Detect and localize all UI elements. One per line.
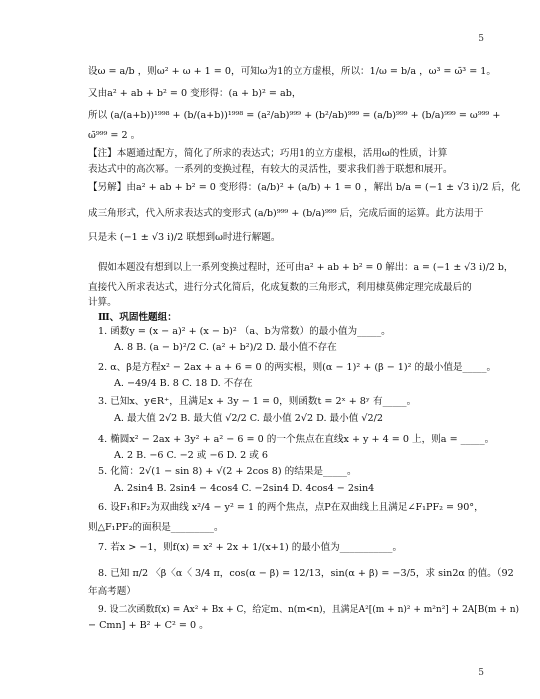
text-line: 又由a² + ab + b² = 0 变形得：(a + b)² = ab，: [88, 88, 302, 99]
note-line: 【注】本题通过配方，简化了所求的表达式；巧用1的立方虚根，活用ω的性质，计算: [88, 148, 448, 159]
text-line: 所以 (a/(a+b))¹⁹⁹⁸ + (b/(a+b))¹⁹⁹⁸ = (a²/ab)⁹⁹⁹ + (b²/ab)⁹⁹⁹ = (a/b)⁹⁹⁹ + (b/a)⁹⁹⁹ = ω⁹⁹⁹ +: [88, 110, 501, 121]
question-9-cont: − Cmn] + B² + C² = 0 。: [88, 620, 209, 631]
question-4-options: A. 2 B. −6 C. −2 或 −6 D. 2 或 6: [114, 450, 268, 461]
page-number-bottom: 5: [478, 668, 484, 678]
text-line: 成三角形式，代入所求表达式的变形式 (a/b)⁹⁹⁹ + (b/a)⁹⁹⁹ 后，完成后面的运算。此方法用于: [88, 208, 484, 219]
question-5-options: A. 2sin4 B. 2sin4 − 4cos4 C. −2sin4 D. 4cos4 − 2sin4: [114, 483, 375, 494]
alt-solution-line: 【另解】由a² + ab + b² = 0 变形得：(a/b)² + (a/b) + 1 = 0 ，解出 b/a = (−1 ± √3 i)/2 后，化: [88, 182, 521, 193]
question-3-options: A. 最大值 2√2 B. 最大值 √2/2 C. 最小值 2√2 D. 最小值 √2/2: [114, 413, 383, 424]
text-line: 设ω = a/b ，则ω² + ω + 1 = 0，可知ω为1的立方虚根，所以：1/ω = b/a ，ω³ = ω̄³ = 1。: [88, 66, 496, 77]
question-1-options: A. 8 B. (a − b)²/2 C. (a² + b²)/2 D. 最小值不存在: [114, 342, 337, 353]
text-line: 表达式中的高次幂。一系列的变换过程，有较大的灵活性，要求我们善于联想和展开。: [88, 164, 453, 175]
question-9: 9. 设二次函数f(x) = Ax² + Bx + C，给定m、n(m<n)，且满足A²[(m + n)² + m²n²] + 2A[B(m + n): [98, 605, 520, 615]
question-1: 1. 函数y = (x − a)² + (x − b)² （a、b为常数）的最小值为_____。: [98, 326, 391, 337]
question-6-cont: 则△F₁PF₂的面积是_________。: [88, 522, 224, 533]
question-8-cont: 年高考题）: [88, 586, 136, 597]
question-6: 6. 设F₁和F₂为双曲线 x²/4 − y² = 1 的两个焦点，点P在双曲线上且满足∠F₁PF₂ = 90°，: [98, 502, 484, 513]
text-line: 计算。: [88, 297, 117, 308]
question-8: 8. 已知 π/2 〈β〈α〈 3/4 π，cos(α − β) = 12/13，sin(α + β) = −3/5，求 sin2α 的值。（92: [98, 568, 514, 579]
text-line: ω̄⁹⁹⁹ = 2 。: [88, 130, 141, 141]
question-3: 3. 已知x、y∈R⁺，且满足x + 3y − 1 = 0，则函数t = 2ˣ + 8ʸ 有_____。: [98, 396, 417, 407]
text-line: 只是未 (−1 ± √3 i)/2 联想到ω时进行解题。: [88, 232, 281, 243]
question-4: 4. 椭圆x² − 2ax + 3y² + a² − 6 = 0 的一个焦点在直线x + y + 4 = 0 上，则a = _____。: [98, 434, 495, 445]
question-7: 7. 若x > −1，则f(x) = x² + 2x + 1/(x+1) 的最小值为___________。: [98, 542, 403, 553]
question-2: 2. α、β是方程x² − 2ax + a + 6 = 0 的两实根，则(α − 1)² + (β − 1)² 的最小值是_____。: [98, 362, 497, 373]
section-heading: Ⅲ、巩固性题组：: [98, 312, 177, 323]
text-line: 假如本题没有想到以上一系列变换过程时，还可由a² + ab + b² = 0 解出：a = (−1 ± √3 i)/2 b，: [98, 262, 514, 273]
text-line: 直接代入所求表达式，进行分式化简后，化成复数的三角形式，利用棣莫佛定理完成最后的: [88, 282, 472, 293]
page-number-top: 5: [478, 34, 484, 44]
question-2-options: A. −49/4 B. 8 C. 18 D. 不存在: [114, 378, 253, 389]
question-5: 5. 化简：2√(1 − sin 8) + √(2 + 2cos 8) 的结果是_____。: [98, 466, 357, 477]
